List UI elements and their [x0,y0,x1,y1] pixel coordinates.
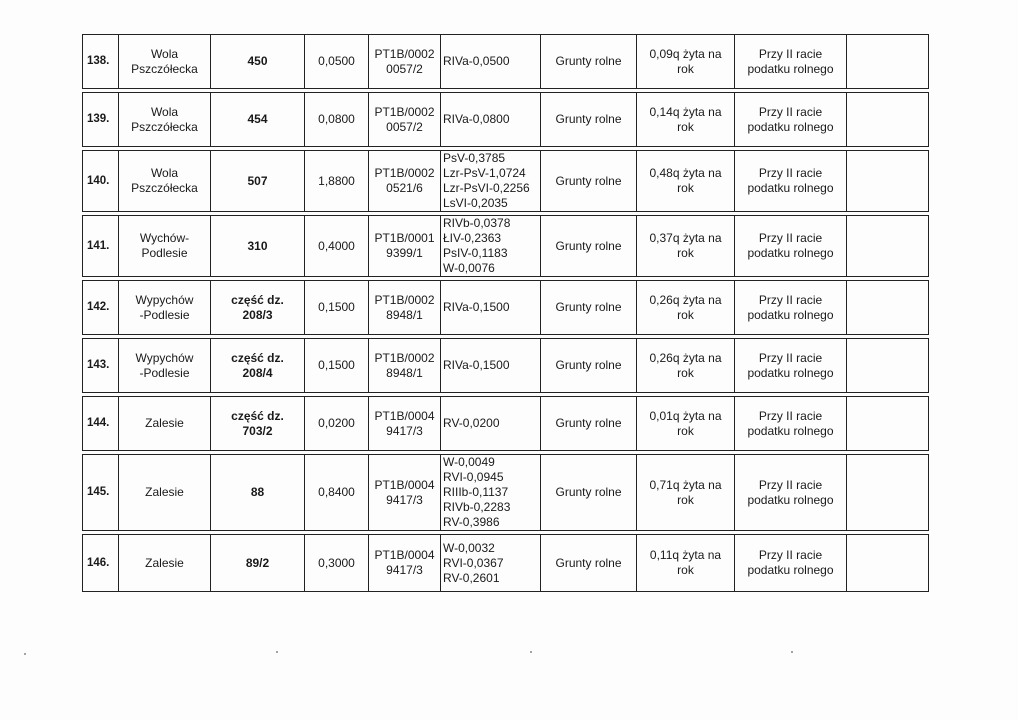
payment-terms-cell-line: podatku rolnego [747,307,834,322]
table-row [83,535,929,592]
table-row [83,281,929,335]
empty-cell [847,455,929,531]
empty-cell [847,35,929,89]
land-use-classes-cell-line: RIVa-0,0800 [443,112,510,126]
land-use-classes-cell-line: RVI-0,0367 [443,555,504,570]
land-use-classes-cell-line: Lzr-PsV-1,0724 [443,166,526,180]
lp-cell: 145. [83,455,119,531]
land-category-cell: Grunty rolne [541,35,637,89]
rent-cell-line: rok [677,563,694,577]
land-parcel-table [82,34,929,592]
land-use-classes-cell-line: RIVa-0,1500 [443,300,510,314]
rent-cell [637,216,735,277]
payment-terms-cell-line: podatku rolnego [747,181,834,195]
land-use-classes-cell-line: PsIV-0,1183 [443,246,508,260]
empty-cell [847,216,929,277]
location-cell-line: Podlesie [141,246,188,260]
parcel-number-cell [211,151,305,212]
table-row [83,455,929,531]
location-cell-line: Pszczółecka [131,119,198,134]
payment-terms-cell-line: podatku rolnego [747,423,834,438]
payment-terms-cell [735,397,847,451]
table-row [83,151,929,212]
parcel-number-cell-line: 703/2 [242,423,273,438]
land-category-cell: Grunty rolne [541,151,637,212]
payment-terms-cell-line: Przy II racie [758,477,823,492]
area-cell: 0,1500 [305,281,369,335]
parcel-number-cell-line: część dz. [231,350,284,365]
payment-terms-cell-line: Przy II racie [758,231,823,245]
land-register-cell-line: PT1B/0002 [374,350,435,365]
land-register-cell-line: PT1B/0001 [374,231,435,245]
rent-cell-line: 0,26q żyta na [649,292,722,307]
parcel-number-cell-line: 89/2 [245,555,270,570]
location-cell [119,455,211,531]
land-register-cell-line: PT1B/0002 [374,292,435,307]
lp-cell: 139. [83,93,119,147]
land-register-cell-line: 8948/1 [386,307,423,322]
land-register-cell [369,151,441,212]
land-use-classes-cell [441,281,541,335]
parcel-number-cell-line: część dz. [231,408,284,423]
land-use-classes-cell-line: W-0,0032 [443,540,495,555]
land-register-cell-line: 0057/2 [386,119,423,134]
land-use-classes-cell-line: LsVI-0,2035 [443,196,508,210]
land-register-cell [369,455,441,531]
land-category-cell: Grunty rolne [541,339,637,393]
area-cell: 0,1500 [305,339,369,393]
empty-cell [847,339,929,393]
land-use-classes-cell-line: PsV-0,3785 [443,151,506,165]
area-cell: 0,3000 [305,535,369,592]
parcel-number-cell [211,35,305,89]
location-cell-line: Pszczółecka [131,61,198,76]
land-use-classes-cell [441,35,541,89]
land-use-classes-cell-line: RV-0,2601 [443,570,500,585]
lp-cell: 146. [83,535,119,592]
payment-terms-cell-line: Przy II racie [758,408,823,423]
land-register-cell-line: 0521/6 [386,181,423,195]
payment-terms-cell-line: Przy II racie [758,292,823,307]
location-cell [119,151,211,212]
land-use-classes-cell-line: RIIIb-0,1137 [443,485,509,499]
lp-cell: 144. [83,397,119,451]
rent-cell [637,535,735,592]
rent-cell-line: 0,14q żyta na [649,104,722,119]
rent-cell-line: 0,09q żyta na [649,46,722,61]
land-register-cell [369,216,441,277]
rent-cell [637,35,735,89]
land-category-cell: Grunty rolne [541,397,637,451]
payment-terms-cell [735,339,847,393]
land-register-cell [369,281,441,335]
land-category-cell: Grunty rolne [541,216,637,277]
empty-cell [847,93,929,147]
location-cell-line: Wypychów [135,292,194,307]
location-cell [119,397,211,451]
location-cell-line: Pszczółecka [131,181,198,195]
land-use-classes-cell [441,397,541,451]
empty-cell [847,151,929,212]
land-register-cell [369,93,441,147]
rent-cell-line: 0,26q żyta na [649,350,722,365]
rent-cell-line: 0,11q żyta na [649,548,722,562]
table-body [83,35,929,592]
land-use-classes-cell [441,93,541,147]
land-use-classes-cell-line: RV-0,3986 [443,515,500,529]
parcel-number-cell-line: 454 [247,112,268,126]
payment-terms-cell [735,35,847,89]
land-use-classes-cell-line: W-0,0049 [443,455,495,469]
land-use-classes-cell-line: RIVa-0,0500 [443,54,510,68]
land-register-cell-line: 9417/3 [386,492,423,507]
payment-terms-cell-line: podatku rolnego [747,365,834,380]
empty-cell [847,397,929,451]
payment-terms-cell-line: Przy II racie [758,166,823,180]
land-use-classes-cell-line: RIVa-0,1500 [443,358,510,372]
land-use-classes-cell [441,216,541,277]
table-row [83,216,929,277]
location-cell-line: Zalesie [145,485,184,499]
rent-cell-line: rok [677,307,694,322]
scan-speck [24,653,26,655]
scan-speck [276,651,278,653]
parcel-number-cell-line: 88 [250,485,265,499]
parcel-number-cell [211,281,305,335]
table-row [83,93,929,147]
rent-cell-line: 0,48q żyta na [649,166,722,180]
land-register-cell-line: PT1B/0004 [374,477,435,492]
land-use-classes-cell-line: ŁIV-0,2363 [443,231,502,245]
payment-terms-cell-line: podatku rolnego [747,492,834,507]
payment-terms-cell-line: podatku rolnego [747,119,834,134]
area-cell: 0,8400 [305,455,369,531]
land-register-cell-line: PT1B/0002 [374,104,435,119]
rent-cell-line: rok [677,61,694,76]
land-category-cell: Grunty rolne [541,535,637,592]
rent-cell-line: rok [677,492,694,507]
payment-terms-cell-line: Przy II racie [758,104,823,119]
location-cell-line: -Podlesie [139,307,190,322]
payment-terms-cell-line: Przy II racie [758,46,823,61]
land-use-classes-cell-line: W-0,0076 [443,261,495,275]
payment-terms-cell [735,151,847,212]
land-category-cell: Grunty rolne [541,455,637,531]
rent-cell-line: 0,01q żyta na [649,408,722,423]
rent-cell [637,93,735,147]
rent-cell-line: rok [677,246,694,260]
scan-speck [530,651,532,653]
location-cell [119,535,211,592]
location-cell [119,281,211,335]
area-cell: 0,4000 [305,216,369,277]
parcel-number-cell-line: 310 [247,238,268,253]
location-cell [119,35,211,89]
land-register-cell-line: 9417/3 [386,563,423,577]
land-register-cell [369,397,441,451]
table-row [83,35,929,89]
land-use-classes-cell-line: RV-0,0200 [443,416,500,430]
payment-terms-cell [735,281,847,335]
land-use-classes-cell [441,151,541,212]
land-register-cell-line: 8948/1 [386,365,423,380]
parcel-number-cell [211,216,305,277]
scan-speck [791,651,793,653]
lp-cell: 140. [83,151,119,212]
parcel-number-cell [211,339,305,393]
land-use-classes-cell-line: Lzr-PsVI-0,2256 [443,181,530,195]
location-cell-line: -Podlesie [139,365,190,380]
payment-terms-cell-line: Przy II racie [758,548,823,562]
lp-cell: 141. [83,216,119,277]
payment-terms-cell-line: Przy II racie [758,350,823,365]
parcel-number-cell [211,455,305,531]
location-cell-line: Zalesie [145,416,184,430]
land-register-cell-line: 9399/1 [386,246,423,260]
land-register-cell-line: PT1B/0002 [374,166,435,180]
location-cell-line: Wola [150,166,179,180]
land-use-classes-cell-line: RIVb-0,2283 [443,500,511,514]
rent-cell-line: rok [677,119,694,134]
location-cell-line: Wola [150,46,179,61]
rent-cell-line: 0,71q żyta na [649,477,722,492]
area-cell: 0,0200 [305,397,369,451]
land-register-cell-line: PT1B/0004 [374,408,435,423]
lp-cell: 143. [83,339,119,393]
parcel-number-cell-line: część dz. [231,292,284,307]
table-row [83,339,929,393]
location-cell [119,93,211,147]
land-register-cell-line: PT1B/0004 [374,548,435,562]
location-cell-line: Wypychów [135,350,194,365]
payment-terms-cell-line: podatku rolnego [747,61,834,76]
rent-cell-line: 0,37q żyta na [649,231,722,245]
land-register-cell-line: 9417/3 [386,423,423,438]
rent-cell [637,455,735,531]
rent-cell [637,151,735,212]
payment-terms-cell-line: podatku rolnego [747,563,834,577]
area-cell: 1,8800 [305,151,369,212]
location-cell-line: Wychów- [139,231,190,245]
location-cell-line: Zalesie [145,555,184,570]
lp-cell: 142. [83,281,119,335]
parcel-number-cell-line: 507 [247,173,268,188]
payment-terms-cell [735,535,847,592]
parcel-number-cell [211,535,305,592]
land-register-cell [369,339,441,393]
empty-cell [847,535,929,592]
rent-cell-line: rok [677,181,694,195]
land-register-cell [369,35,441,89]
empty-cell [847,281,929,335]
land-use-classes-cell-line: RVI-0,0945 [443,470,504,484]
area-cell: 0,0800 [305,93,369,147]
parcel-number-cell-line: 208/3 [242,307,273,322]
payment-terms-cell [735,216,847,277]
land-use-classes-cell [441,455,541,531]
land-category-cell: Grunty rolne [541,281,637,335]
table-row [83,397,929,451]
lp-cell: 138. [83,35,119,89]
payment-terms-cell [735,455,847,531]
parcel-number-cell [211,397,305,451]
payment-terms-cell-line: podatku rolnego [747,246,834,260]
land-use-classes-cell-line: RIVb-0,0378 [443,216,511,230]
rent-cell-line: rok [677,423,694,438]
land-register-cell [369,535,441,592]
rent-cell-line: rok [677,365,694,380]
area-cell: 0,0500 [305,35,369,89]
land-register-cell-line: PT1B/0002 [374,46,435,61]
parcel-number-cell [211,93,305,147]
land-use-classes-cell [441,339,541,393]
parcel-number-cell-line: 208/4 [242,365,273,380]
rent-cell [637,339,735,393]
land-register-cell-line: 0057/2 [386,61,423,76]
land-use-classes-cell [441,535,541,592]
land-category-cell: Grunty rolne [541,93,637,147]
location-cell [119,216,211,277]
location-cell-line: Wola [150,104,179,119]
rent-cell [637,281,735,335]
parcel-number-cell-line: 450 [247,54,268,68]
payment-terms-cell [735,93,847,147]
location-cell [119,339,211,393]
rent-cell [637,397,735,451]
